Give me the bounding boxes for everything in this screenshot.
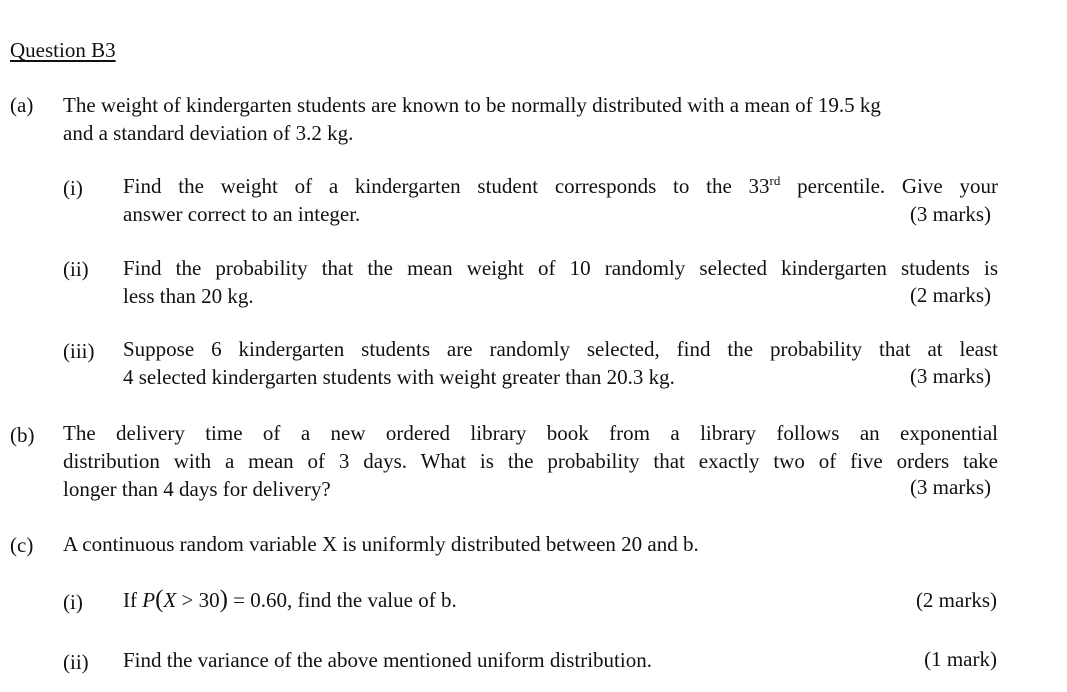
part-a-iii-line1: Suppose 6 kindergarten students are randomly selected, find the probability that at least (123, 337, 998, 361)
part-c-ii-line1: Find the variance of the above mentioned uniform distribution. (123, 648, 652, 672)
part-a-ii-marks: (2 marks) (909, 283, 991, 307)
part-a-iii-marks: (3 marks) (909, 364, 991, 388)
part-b-line3: longer than 4 days for delivery? (63, 477, 331, 501)
part-c-i-label: (i) (63, 590, 83, 614)
part-c-i-text: If P(X > 30) = 0.60, find the value of b. (123, 586, 457, 613)
part-a-iii-line2: 4 selected kindergarten students with weight greater than 20.3 kg. (123, 365, 675, 389)
part-b-line2: distribution with a mean of 3 days. What is the probability that exactly two of five orders take (63, 449, 998, 473)
ordinal-superscript: rd (769, 173, 781, 188)
part-b-line1: The delivery time of a new ordered library book from a library follows an exponential (63, 421, 998, 445)
part-a-ii-line1: Find the probability that the mean weight of 10 randomly selected kindergarten students is (123, 256, 998, 280)
variable-x: X (163, 588, 177, 612)
part-a-line1: The weight of kindergarten students are known to be normally distributed with a mean of 19.5 kg (63, 93, 881, 117)
part-a-i-line1: Find the weight of a kindergarten student corresponds to the 33rd percentile. Give your (123, 173, 998, 198)
part-c-ii-label: (ii) (63, 650, 89, 674)
probability-symbol: P (142, 588, 156, 612)
part-c-line1: A continuous random variable X is uniformly distributed between 20 and b. (63, 532, 699, 556)
part-c-ii-marks: (1 mark) (924, 647, 997, 671)
part-a-i-line2: answer correct to an integer. (123, 202, 361, 226)
part-a-i-marks: (3 marks) (909, 202, 991, 226)
part-a-ii-label: (ii) (63, 257, 89, 281)
part-a-label: (a) (10, 93, 34, 117)
part-a-line2: and a standard deviation of 3.2 kg. (63, 121, 354, 145)
part-a-iii-label: (iii) (63, 339, 95, 363)
question-title: Question B3 (10, 38, 116, 62)
part-a-i-label: (i) (63, 176, 83, 200)
part-b-label: (b) (10, 423, 35, 447)
part-c-i-marks: (2 marks) (915, 588, 997, 612)
part-b-marks: (3 marks) (909, 475, 991, 499)
part-c-label: (c) (10, 533, 34, 557)
part-a-ii-line2: less than 20 kg. (123, 284, 254, 308)
